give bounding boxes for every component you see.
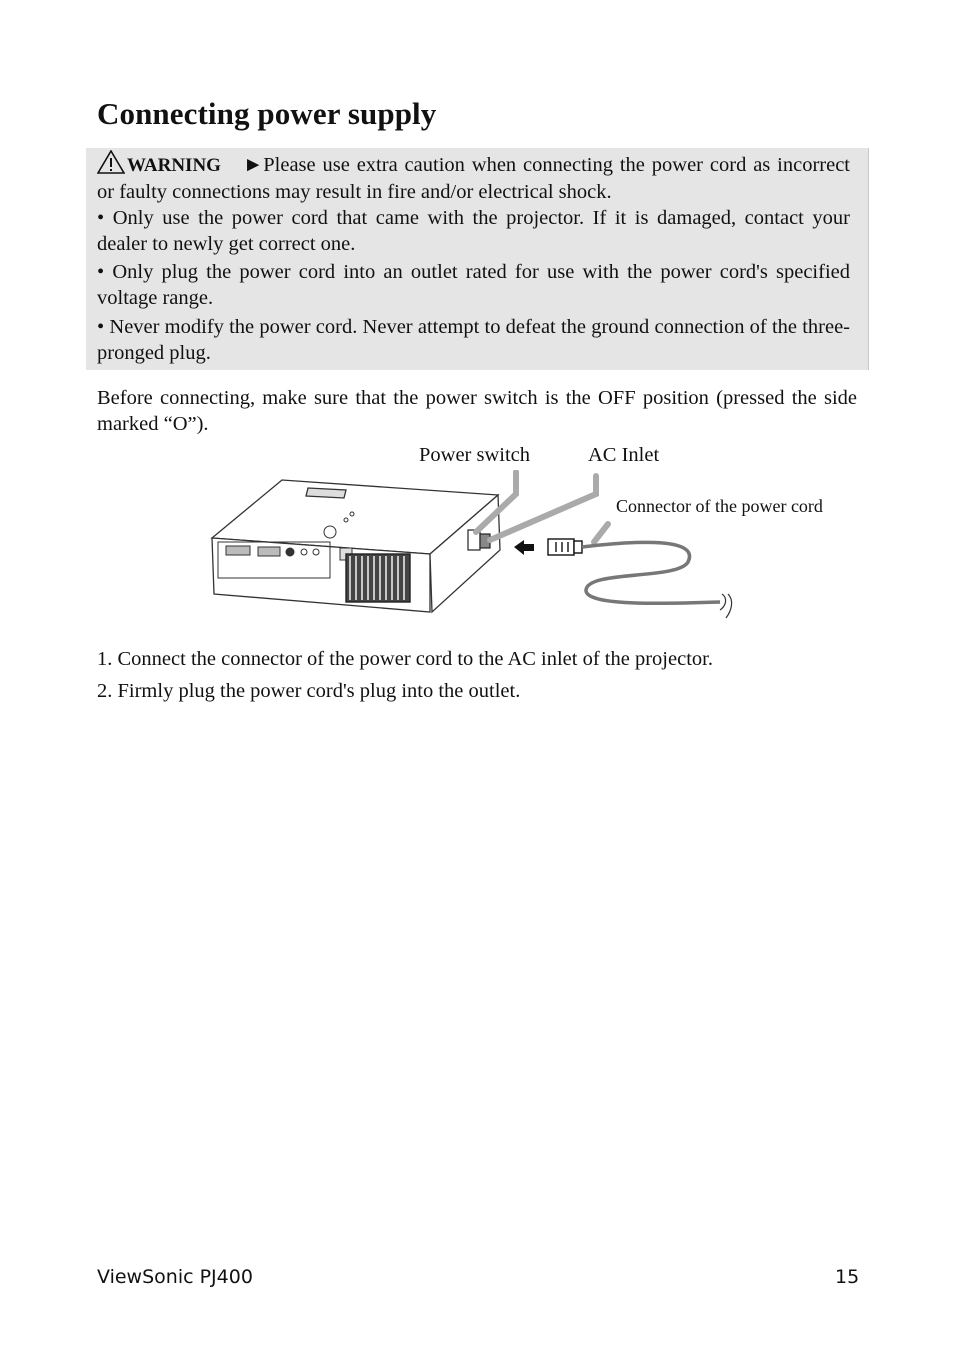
warning-intro-text: ►Please use extra caution when connecting the power cord as incorrect or faulty connections may result in fire and/or electrical shock. [97,154,850,203]
warning-bullet: • Only use the power cord that came with the projector. If it is damaged, contact your dealer to newly get correct one. [97,207,850,255]
connector-leader [594,524,608,542]
page-title: Connecting power supply [97,96,437,131]
warning-bullet: • Never modify the power cord. Never attempt to defeat the ground connection of the three-pronged plug. [97,316,850,364]
power-cord [582,542,720,603]
warning-triangle-icon [97,150,125,174]
ac-inlet-label: AC Inlet [588,444,660,466]
page-number: 15 [835,1266,860,1288]
warning-box [86,148,869,370]
ac-inlet-leader [490,476,596,540]
footer-brand: ViewSonic PJ400 [97,1266,253,1288]
warning-bullet: • Only plug the power cord into an outlet rated for use with the power cord's specified voltage range. [97,261,850,309]
power-cord-connector [548,539,582,555]
insert-arrow-icon [514,540,534,555]
vent-grille [346,554,410,602]
intro-paragraph: Before connecting, make sure that the power switch is the OFF position (pressed the side marked “O”). [97,387,857,435]
power-switch-label: Power switch [419,444,531,466]
step-item: 1. Connect the connector of the power cord to the AC inlet of the projector. [97,648,713,670]
projector-illustration [200,470,760,630]
warning-label: WARNING [127,155,221,176]
cord-break-mark [720,594,732,618]
warning-intro-paragraph [97,150,850,205]
step-item: 2. Firmly plug the power cord's plug into the outlet. [97,680,521,702]
connector-label: Connector of the power cord [616,496,823,516]
